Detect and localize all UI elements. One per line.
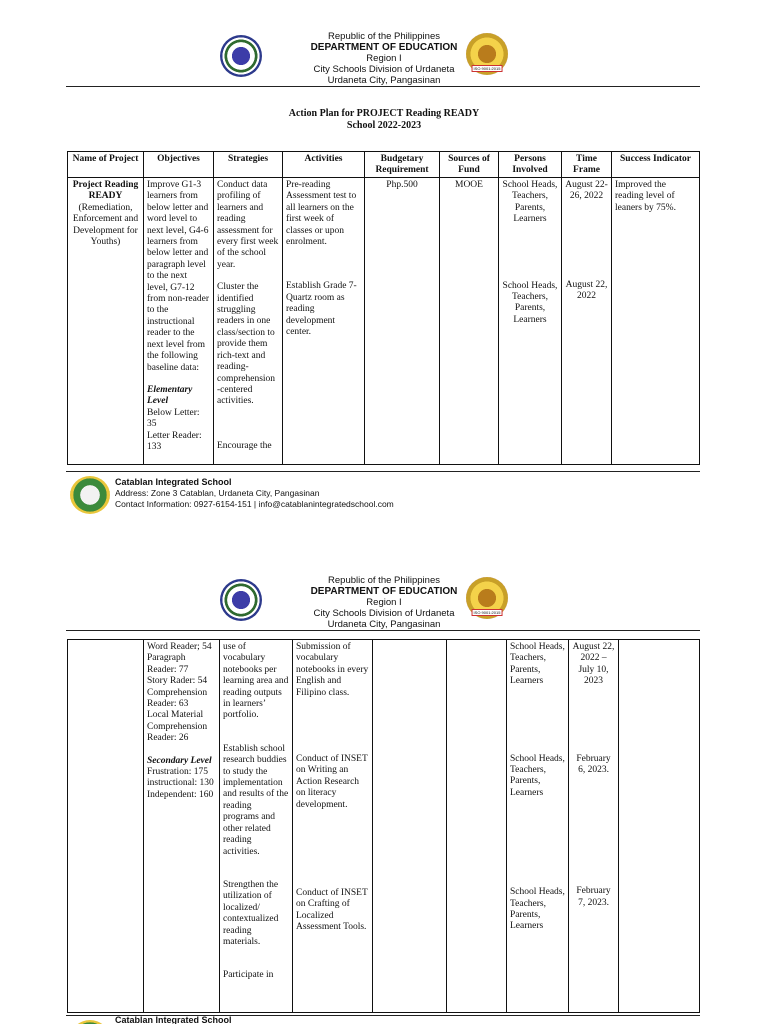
header-line-2: DEPARTMENT OF EDUCATION [310, 42, 458, 53]
persons-cell [507, 640, 569, 1013]
secondary-level-heading: Secondary Level [147, 755, 212, 766]
letterhead [0, 31, 768, 86]
objectives-cell [144, 640, 220, 1013]
footer [66, 472, 706, 518]
persons-4: School Heads, Teachers, Parents, Learners [510, 753, 565, 798]
footer-cut [66, 1016, 706, 1024]
story-reader-value: Story Rader: 54 [147, 676, 208, 687]
strategy-5: Strengthen the utilization of localized/ contextualized reading materials. [223, 879, 279, 947]
word-reader-value: Word Reader; 54 [147, 642, 212, 652]
header-time-frame: Time Frame [562, 152, 612, 178]
header-objectives: Objectives [144, 152, 214, 178]
success-indicator-cell: Improved the reading level of leaners by 75%. [612, 178, 700, 465]
project-name-cell [68, 640, 144, 1013]
fund-cell [447, 640, 507, 1013]
footer-school-name: Catablan Integrated School [115, 477, 232, 487]
footer-school-name: Catablan Integrated School [115, 1016, 232, 1024]
below-letter-value: Below Letter: 35 [147, 407, 200, 430]
persons-5: School Heads, Teachers, Parents, Learners [510, 887, 565, 932]
footer-contact: Contact Information: 0927-6154-151 | info@catablanintegratedschool.com [115, 499, 394, 509]
letter-reader-value: Letter Reader: 133 [147, 430, 202, 452]
footer-text [115, 1016, 232, 1024]
strategy-6: Participate in [223, 970, 274, 981]
action-plan-table-continued [67, 639, 700, 1013]
header-divider [66, 86, 700, 87]
objectives-cell [144, 178, 214, 465]
header-line-3: Region I [366, 597, 402, 608]
local-material-value: Local Material Comprehension Reader: 26 [147, 710, 208, 744]
school-logo-icon [70, 476, 110, 514]
strategy-3-continued: use of vocabulary notebooks per learning area and reading outputs in learners’ portfolio. [223, 642, 289, 721]
activity-2: Establish Grade 7- Quartz room as reading development center. [286, 281, 357, 338]
instructional-value: instructional: 130 [147, 778, 214, 789]
document-title [0, 108, 768, 132]
table-row [68, 178, 700, 465]
persons-1: School Heads, Teachers, Parents, Learners [502, 180, 558, 225]
time-5: February 7, 2023. [576, 886, 611, 908]
time-frame-cell [569, 640, 619, 1013]
header-success-indicator: Success Indicator [612, 152, 700, 178]
header-budgetary-requirement: Budgetary Requirement [365, 152, 440, 178]
header-line-1: Republic of the Philippines [328, 31, 440, 42]
action-plan-table [67, 151, 700, 465]
strategy-3: Encourage the [217, 440, 272, 451]
budget-cell [373, 640, 447, 1013]
strategies-cell [214, 178, 283, 465]
header-activities: Activities [283, 152, 365, 178]
header-line-5: Urdaneta City, Pangasinan [327, 619, 441, 630]
footer-text [115, 477, 394, 510]
header-line-5: Urdaneta City, Pangasinan [327, 75, 441, 86]
activity-3: Submission of vocabulary notebooks in every English and Filipino class. [296, 642, 369, 698]
independent-value: Independent: 160 [147, 789, 214, 800]
header-sources-of-fund: Sources of Fund [440, 152, 499, 178]
comprehension-reader-value: Comprehension Reader: 63 [147, 687, 208, 710]
header-strategies: Strategies [214, 152, 283, 178]
elementary-level-heading: Elementary Level [147, 384, 193, 407]
table-row [68, 640, 700, 1013]
project-name: Project Reading READY [72, 180, 139, 202]
iso-badge: ISO 9001:2015 [473, 610, 501, 615]
strategy-1: Conduct data profiling of learners and reading assessment for every first week of the school year. [217, 180, 279, 270]
header-line-2: DEPARTMENT OF EDUCATION [310, 586, 458, 597]
activity-1: Pre-reading Assessment test to all learners on the first week of classes or upon enrolment. [286, 180, 357, 248]
budget-cell: Php.500 [365, 178, 440, 465]
time-frame-cell [562, 178, 612, 465]
frustration-value: Frustration: 175 [147, 767, 208, 778]
iso-badge: ISO 9001:2015 [473, 66, 501, 71]
footer-address: Address: Zone 3 Catablan, Urdaneta City, Pangasinan [115, 488, 320, 498]
project-name-cell [68, 178, 144, 465]
header-name-of-project: Name of Project [68, 152, 144, 178]
persons-2: School Heads, Teachers, Parents, Learners [502, 280, 558, 325]
header-persons-involved: Persons Involved [499, 152, 562, 178]
letterhead [0, 575, 768, 630]
project-description: (Remediation, Enforcement and Development for Youths) [72, 202, 139, 248]
activity-5: Conduct of INSET on Crafting of Localized Assessment Tools. [296, 888, 368, 933]
time-3: August 22, 2022 – July 10, 2023 [572, 642, 615, 687]
header-line-4: City Schools Division of Urdaneta [313, 64, 455, 75]
strategy-2: Cluster the identified struggling readers in one class/section to provide them rich-text and reading-comprehension -centered activities. [217, 282, 276, 407]
time-2: August 22, 2022 [565, 279, 608, 302]
activities-cell [293, 640, 373, 1013]
activities-cell [283, 178, 365, 465]
header-divider [66, 630, 700, 631]
strategies-cell [220, 640, 293, 1013]
paragraph-reader-value: Paragraph Reader: 77 [147, 653, 189, 675]
school-logo-icon [70, 1020, 110, 1024]
persons-3: School Heads, Teachers, Parents, Learners [510, 642, 565, 687]
time-4: February 6, 2023. [576, 753, 611, 776]
header-line-1: Republic of the Philippines [328, 575, 440, 586]
activity-4: Conduct of INSET on Writing an Action Research on literacy development. [296, 754, 368, 810]
strategy-4: Establish school research buddies to study the implementation and results of the reading programs and other related reading activities. [223, 743, 289, 857]
title-line-1: Action Plan for PROJECT Reading READY [288, 108, 480, 119]
header-line-3: Region I [366, 53, 402, 64]
page-2 [0, 520, 768, 1024]
table-header-row [68, 152, 700, 178]
fund-cell: MOOE [440, 178, 499, 465]
persons-cell [499, 178, 562, 465]
success-indicator-cell [619, 640, 700, 1013]
time-1: August 22-26, 2022 [565, 180, 608, 202]
title-line-2: School 2022-2023 [346, 120, 422, 131]
objectives-text: Improve G1-3 learners from below letter and word level to next level, G4-6 learners from below letter and paragraph level to the next level, G7-12 from non-reader to the instructional reader to the next level from the following baseline data: [147, 180, 209, 373]
header-line-4: City Schools Division of Urdaneta [313, 608, 455, 619]
